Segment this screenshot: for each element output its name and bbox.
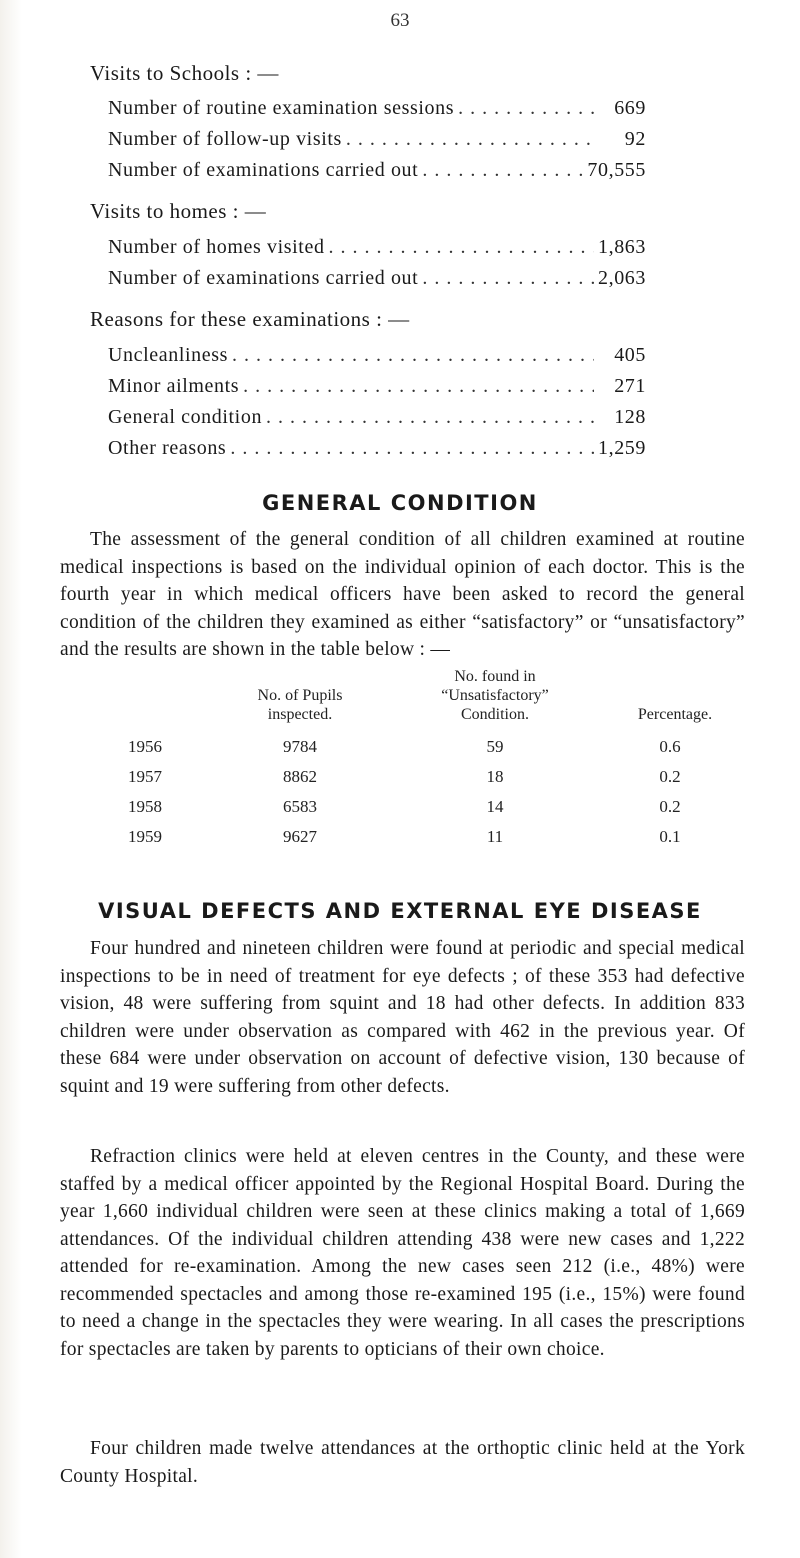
schools-row	[108, 97, 646, 127]
table-cell-percentage: 0.1	[659, 827, 681, 846]
leader-dots	[346, 128, 594, 151]
row-value: 70,555	[587, 159, 646, 181]
row-label: Uncleanliness	[108, 344, 228, 366]
row-label: Number of examinations carried out	[108, 159, 419, 181]
homes-row	[108, 267, 646, 297]
leader-dots	[422, 159, 583, 182]
reasons-row	[108, 406, 646, 436]
row-label: Number of follow-up visits	[108, 128, 342, 150]
row-value: 1,259	[598, 437, 646, 459]
table-cell-found: 18	[486, 767, 504, 786]
page-number: 63	[390, 10, 410, 31]
homes-row	[108, 236, 646, 266]
col-header-pupils-line: inspected.	[267, 706, 333, 723]
leader-dots	[230, 437, 594, 460]
table-cell-pupils: 6583	[283, 797, 317, 816]
general-condition-heading: GENERAL CONDITION	[262, 491, 538, 515]
table-cell-found: 14	[486, 797, 504, 816]
visual-defects-heading: VISUAL DEFECTS AND EXTERNAL EYE DISEASE	[98, 899, 702, 923]
table-cell-percentage: 0.2	[659, 767, 681, 786]
leader-dots	[422, 267, 594, 290]
col-header-found-line: No. found in	[454, 668, 536, 685]
leader-dots	[243, 375, 594, 398]
table-cell-pupils: 8862	[283, 767, 317, 786]
reasons-section-title: Reasons for these examinations : —	[90, 307, 410, 331]
col-header-pupils-line: No. of Pupils	[257, 687, 343, 704]
row-label: Number of routine examination sessions	[108, 97, 455, 119]
reasons-row	[108, 375, 646, 405]
table-cell-year: 1959	[128, 827, 162, 846]
row-label: Minor ailments	[108, 375, 240, 397]
row-value: 128	[614, 406, 646, 428]
schools-row	[108, 128, 646, 158]
table-cell-found: 11	[486, 827, 504, 846]
row-value: 669	[614, 97, 646, 119]
row-value: 405	[614, 344, 646, 366]
visual-defects-paragraph-1: Four hundred and nineteen children were found at periodic and special medical inspections to be in need of treatment for eye defects ; of these 353 had defective vision, 48 were suffering from squint and 18 had other defects. In addition 833 children were under observation as compared with 462 in the previous year. Of these 684 were under observation on account of defective vision, 130 because of squint and 19 were suffering from other defects.	[60, 938, 745, 1097]
table-cell-year: 1957	[128, 767, 162, 786]
visual-defects-paragraph-2: Refraction clinics were held at eleven centres in the County, and these were staffed by a medical officer appointed by the Regional Hospital Board. During the year 1,660 individual children were seen at these clinics making a total of 1,669 attendances. Of the individual children attending 438 were new cases and 1,222 attended for re-examination. Among the new cases seen 212 (i.e., 48%) were recommended spectacles and among those re-examined 195 (i.e., 15%) were found to need a change in the spectacles they were wearing. In all cases the prescriptions for spectacles are taken by parents to opticians of their own choice.	[60, 1146, 745, 1360]
row-label: Number of homes visited	[108, 236, 325, 258]
leader-dots	[329, 236, 594, 259]
col-header-found-line: Condition.	[460, 706, 529, 723]
reasons-row	[108, 344, 646, 374]
table-cell-year: 1956	[128, 737, 162, 756]
schools-row	[108, 159, 646, 189]
col-header-pupils	[230, 686, 370, 724]
table-cell-pupils: 9627	[283, 827, 317, 846]
leader-dots	[232, 344, 594, 367]
row-label: Number of examinations carried out	[108, 267, 419, 289]
table-cell-found: 59	[486, 737, 504, 756]
reasons-row	[108, 437, 646, 467]
general-condition-paragraph: The assessment of the general condition of all children examined at routine medical inspections is based on the individual opinion of each doctor. This is the fourth year in which medical officers have been asked to record the general condition of the children they examined as either “satisfactory” or “unsatisfactory” and the results are shown in the table below : —	[60, 529, 745, 660]
leader-dots	[266, 406, 594, 429]
row-label: Other reasons	[108, 437, 227, 459]
table-cell-percentage: 0.6	[659, 737, 681, 756]
visual-defects-paragraph-3: Four children made twelve attendances at the orthoptic clinic held at the York County Hospital.	[60, 1438, 745, 1487]
homes-section-title: Visits to homes : —	[90, 199, 267, 223]
row-value: 1,863	[598, 236, 646, 258]
table-cell-pupils: 9784	[283, 737, 317, 756]
row-value: 271	[614, 375, 646, 397]
scan-margin-shadow	[0, 0, 22, 1558]
col-header-found	[415, 667, 575, 724]
row-label: General condition	[108, 406, 263, 428]
leader-dots	[458, 97, 594, 120]
table-cell-year: 1958	[128, 797, 162, 816]
row-value: 2,063	[598, 267, 646, 289]
col-header-percentage: Percentage.	[637, 706, 713, 723]
schools-section-title: Visits to Schools : —	[90, 61, 279, 85]
row-value: 92	[624, 128, 646, 150]
table-cell-percentage: 0.2	[659, 797, 681, 816]
col-header-found-line: “Unsatisfactory”	[441, 687, 549, 704]
